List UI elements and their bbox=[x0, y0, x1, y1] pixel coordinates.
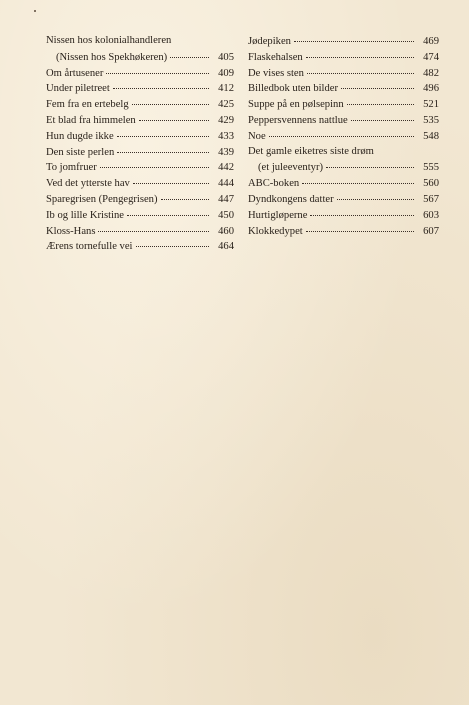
dot-leader bbox=[326, 157, 414, 168]
toc-entry-page-number: 560 bbox=[423, 178, 439, 190]
toc-entry-title: Dyndkongens datter bbox=[248, 193, 334, 205]
toc-entry-title: Hurtigløperne bbox=[248, 209, 308, 221]
toc-entry-row bbox=[248, 128, 439, 145]
paper-speck bbox=[34, 10, 36, 12]
toc-entry-page-number: 412 bbox=[218, 83, 234, 95]
toc-entry-title: Klokkedypet bbox=[248, 225, 303, 237]
toc-entry-page-number: 433 bbox=[218, 130, 234, 142]
toc-entry-title: Noe bbox=[248, 130, 266, 142]
toc-entry-page-number: 409 bbox=[218, 67, 234, 79]
toc-entry-page-number: 607 bbox=[423, 225, 439, 237]
toc-entry-title: Peppersvennens nattlue bbox=[248, 114, 348, 126]
toc-entry-page-number: 548 bbox=[423, 130, 439, 142]
dot-leader bbox=[100, 157, 209, 168]
toc-entry-title: Suppe på en pølsepinn bbox=[248, 99, 344, 111]
toc-entry-page-number: 429 bbox=[218, 114, 234, 126]
toc-entry-title: Fem fra en ertebelg bbox=[46, 99, 129, 111]
toc-entry-page-number: 603 bbox=[423, 209, 439, 221]
toc-entry-row bbox=[46, 238, 234, 255]
dot-leader bbox=[117, 142, 209, 153]
dot-leader bbox=[98, 221, 209, 232]
toc-entry-title: Flaskehalsen bbox=[248, 51, 303, 63]
toc-entry-page-number: 482 bbox=[423, 67, 439, 79]
toc-entry-title: Kloss-Hans bbox=[46, 225, 96, 237]
dot-leader bbox=[347, 94, 414, 105]
toc-entry-title: Under piletreet bbox=[46, 83, 110, 95]
toc-entry-title: Det gamle eiketres siste drøm bbox=[248, 145, 374, 157]
toc-entry-page-number: 439 bbox=[218, 146, 234, 158]
dot-leader bbox=[106, 63, 209, 74]
toc-entry bbox=[248, 223, 439, 239]
dot-leader bbox=[306, 47, 414, 58]
dot-leader bbox=[294, 31, 414, 42]
toc-entry-page-number: 567 bbox=[423, 193, 439, 205]
toc-entry bbox=[46, 238, 234, 254]
toc-entry-page-number: 442 bbox=[218, 162, 234, 174]
toc-entry-title: Nissen hos kolonialhandleren bbox=[46, 35, 172, 46]
dot-leader bbox=[161, 189, 210, 200]
toc-entry-page-number: 425 bbox=[218, 99, 234, 111]
toc-entry-page-number: 444 bbox=[218, 178, 234, 190]
dot-leader bbox=[136, 236, 210, 247]
toc-entry-title: (Nissen hos Spekhøkeren) bbox=[56, 51, 168, 63]
toc-entry-page-number: 496 bbox=[423, 83, 439, 95]
toc-entry-title: Hun dugde ikke bbox=[46, 130, 114, 142]
toc-entry-page-number: 447 bbox=[218, 193, 234, 205]
dot-leader bbox=[133, 173, 209, 184]
toc-entry-page-number: 535 bbox=[423, 114, 439, 126]
toc-entry-title: Billedbok uten bilder bbox=[248, 83, 339, 95]
toc-entry-title: Ib og lille Kristine bbox=[46, 209, 124, 221]
toc-column-right bbox=[248, 33, 439, 238]
toc-entry bbox=[248, 128, 439, 144]
toc-entry-title: Den siste perlen bbox=[46, 146, 115, 158]
toc-entry-page-number: 521 bbox=[423, 99, 439, 111]
toc-entry-title: (et juleeventyr) bbox=[258, 162, 324, 174]
dot-leader bbox=[139, 110, 209, 121]
toc-entry-page-number: 460 bbox=[218, 225, 234, 237]
toc-entry-page-number: 469 bbox=[423, 36, 439, 47]
toc-entry-row bbox=[248, 223, 439, 240]
toc-entry-title: Jødepiken bbox=[248, 36, 291, 47]
dot-leader bbox=[306, 221, 414, 232]
toc-column-left bbox=[46, 33, 234, 254]
toc-entry-page-number: 555 bbox=[423, 162, 439, 174]
toc-entry-title: De vises sten bbox=[248, 67, 304, 79]
dot-leader bbox=[302, 173, 414, 184]
toc-entry-page-number: 450 bbox=[218, 209, 234, 221]
dot-leader bbox=[351, 110, 414, 121]
toc-entry-page-number: 405 bbox=[218, 51, 234, 63]
dot-leader bbox=[170, 47, 209, 58]
dot-leader bbox=[310, 205, 414, 216]
toc-entry-title: Ved det ytterste hav bbox=[46, 178, 130, 190]
toc-entry-title: Om årtusener bbox=[46, 67, 104, 79]
dot-leader bbox=[117, 126, 209, 137]
toc-entry-page-number: 464 bbox=[218, 241, 234, 253]
dot-leader bbox=[341, 78, 414, 89]
dot-leader bbox=[307, 63, 414, 74]
toc-entry-title: To jomfruer bbox=[46, 162, 97, 174]
dot-leader bbox=[269, 126, 414, 137]
toc-entry-page-number: 474 bbox=[423, 51, 439, 63]
toc-entry-title: Ærens tornefulle vei bbox=[46, 241, 133, 253]
toc-entry-title: Et blad fra himmelen bbox=[46, 114, 136, 126]
dot-leader bbox=[127, 205, 209, 216]
dot-leader bbox=[113, 78, 209, 89]
toc-entry-title: ABC-boken bbox=[248, 178, 300, 190]
dot-leader bbox=[337, 189, 414, 200]
toc-entry-title: Sparegrisen (Pengegrisen) bbox=[46, 193, 158, 205]
dot-leader bbox=[132, 94, 209, 105]
